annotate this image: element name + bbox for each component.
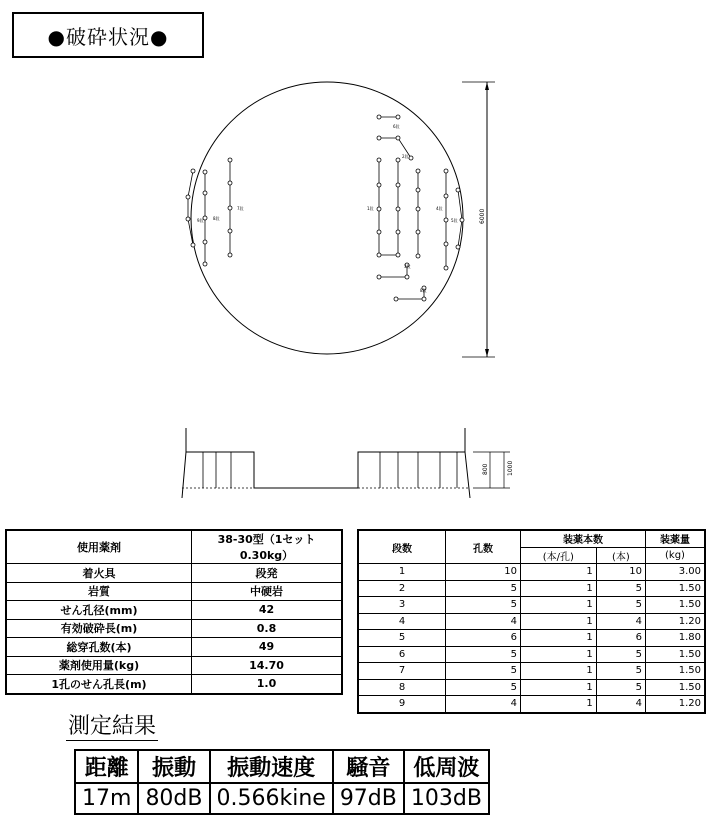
charge-kg: 1.20 (646, 613, 706, 630)
row-label: 3段 (404, 264, 411, 269)
width-dimension-label: 6000 (479, 208, 486, 224)
charge-per-hole: 1 (521, 646, 597, 663)
charge-kg: 1.80 (646, 630, 706, 647)
blast-hole (377, 230, 381, 234)
spec-key: 着火具 (6, 564, 192, 583)
charge-holes: 5 (446, 597, 521, 614)
spec-value: 49 (192, 638, 343, 657)
blast-hole (186, 195, 190, 199)
blast-hole (191, 243, 195, 247)
blast-hole (228, 229, 232, 233)
blast-hole (228, 206, 232, 210)
blast-hole (422, 297, 426, 301)
measurement-header: 振動速度 (210, 750, 333, 783)
charge-dan: 3 (358, 597, 446, 614)
charge-row (358, 630, 705, 647)
charge-per-hole: 1 (521, 630, 597, 647)
blast-hole (396, 207, 400, 211)
charge-row (358, 613, 705, 630)
measurement-value: 0.566kine (210, 783, 333, 814)
header-charge-count: 装薬本数 (521, 530, 646, 547)
blast-hole (377, 158, 381, 162)
spec-table (5, 529, 343, 695)
charge-per-hole: 1 (521, 679, 597, 696)
spec-value: 14.70 (192, 656, 343, 675)
charge-dan: 1 (358, 564, 446, 581)
spec-row (6, 601, 342, 620)
spec-value: 42 (192, 601, 343, 620)
blast-hole (396, 253, 400, 257)
charge-per-hole: 1 (521, 580, 597, 597)
blast-hole (203, 216, 207, 220)
spec-key: 薬剤使用量(kg) (6, 656, 192, 675)
header-unit: (kg) (646, 547, 706, 564)
measurement-value: 17m (75, 783, 138, 814)
charge-row (358, 564, 705, 581)
height-dimension-b: 1000 (507, 460, 514, 476)
height-dimension-a: 800 (482, 463, 489, 475)
rock-outline-circle (191, 82, 463, 354)
spec-row (6, 530, 342, 564)
spec-row (6, 582, 342, 601)
measurement-table (74, 749, 490, 815)
blast-hole (405, 275, 409, 279)
blast-hole (416, 254, 420, 258)
blast-hole (228, 253, 232, 257)
spec-value: 0.8 (192, 619, 343, 638)
header-count: (本) (596, 547, 645, 564)
measurement-header: 距離 (75, 750, 138, 783)
charge-per-hole: 1 (521, 613, 597, 630)
charge-count: 6 (596, 630, 645, 647)
header-charge-amount: 装薬量 (646, 530, 706, 547)
measurement-header: 騒音 (333, 750, 404, 783)
row-label: 8段 (420, 288, 427, 293)
spec-value: 中硬岩 (192, 582, 343, 601)
measurement-value: 103dB (404, 783, 489, 814)
charge-dan: 4 (358, 613, 446, 630)
section-view (182, 428, 510, 498)
blast-hole (377, 253, 381, 257)
charge-count: 5 (596, 646, 645, 663)
charge-dan: 2 (358, 580, 446, 597)
charge-dan: 9 (358, 696, 446, 713)
header-dan: 段数 (358, 530, 446, 564)
measurement-title: 測定結果 (66, 709, 158, 741)
spec-key: せん孔径(mm) (6, 601, 192, 620)
charge-row (358, 679, 705, 696)
charge-per-hole: 1 (521, 597, 597, 614)
charge-count: 10 (596, 564, 645, 581)
blast-hole (396, 115, 400, 119)
blast-hole (444, 169, 448, 173)
blast-hole (377, 275, 381, 279)
charge-row (358, 696, 705, 713)
spec-row (6, 638, 342, 657)
spec-value: 段発 (192, 564, 343, 583)
row-label: 9段 (197, 218, 204, 223)
blast-hole (396, 183, 400, 187)
charge-dan: 5 (358, 630, 446, 647)
row-label: 4段 (436, 206, 443, 211)
charge-dan: 6 (358, 646, 446, 663)
blast-hole (416, 207, 420, 211)
charge-holes: 5 (446, 580, 521, 597)
row-label: 8段 (213, 216, 220, 221)
charge-count: 5 (596, 663, 645, 680)
charge-kg: 1.50 (646, 679, 706, 696)
section-title: ●破砕状況● (12, 12, 204, 58)
charge-holes: 5 (446, 646, 521, 663)
row-label: 7段 (237, 206, 244, 211)
blast-hole (460, 218, 464, 222)
blast-hole (191, 169, 195, 173)
spec-row (6, 564, 342, 583)
charge-holes: 5 (446, 679, 521, 696)
charge-kg: 1.20 (646, 696, 706, 713)
charge-count: 5 (596, 580, 645, 597)
spec-row (6, 656, 342, 675)
spec-key: 岩質 (6, 582, 192, 601)
charge-row (358, 646, 705, 663)
charge-kg: 1.50 (646, 597, 706, 614)
blast-hole (394, 297, 398, 301)
blast-hole (377, 115, 381, 119)
blast-hole (456, 245, 460, 249)
measurement-header: 低周波 (404, 750, 489, 783)
measurement-value: 97dB (333, 783, 404, 814)
blast-hole (228, 181, 232, 185)
charge-count: 4 (596, 696, 645, 713)
charge-kg: 1.50 (646, 646, 706, 663)
charge-table (357, 529, 706, 714)
charge-dan: 8 (358, 679, 446, 696)
spec-row (6, 675, 342, 694)
blast-hole (444, 194, 448, 198)
blast-hole (228, 158, 232, 162)
charge-per-hole: 1 (521, 696, 597, 713)
row-label: 6段 (393, 124, 400, 129)
blast-hole (203, 262, 207, 266)
blast-hole (396, 230, 400, 234)
blast-hole (444, 218, 448, 222)
charge-holes: 6 (446, 630, 521, 647)
charge-holes: 10 (446, 564, 521, 581)
blast-hole (409, 156, 413, 160)
blast-hole (203, 191, 207, 195)
charge-per-hole: 1 (521, 564, 597, 581)
blast-hole (416, 169, 420, 173)
blast-hole (444, 266, 448, 270)
charge-count: 5 (596, 679, 645, 696)
row-label: 1段 (367, 206, 374, 211)
spec-key: 総穿孔数(本) (6, 638, 192, 657)
header-holes: 孔数 (446, 530, 521, 564)
charge-dan: 7 (358, 663, 446, 680)
measurement-header: 振動 (138, 750, 209, 783)
blast-hole (203, 240, 207, 244)
charge-holes: 4 (446, 696, 521, 713)
blast-hole (456, 188, 460, 192)
charge-row (358, 580, 705, 597)
charge-row (358, 663, 705, 680)
blast-hole (416, 230, 420, 234)
blast-hole (377, 136, 381, 140)
blast-hole (396, 136, 400, 140)
blast-hole (377, 183, 381, 187)
charge-holes: 5 (446, 663, 521, 680)
measurement-value: 80dB (138, 783, 209, 814)
charge-count: 4 (596, 613, 645, 630)
spec-value: 1.0 (192, 675, 343, 694)
spec-value: 38-30型（1セット 0.30kg） (192, 530, 343, 564)
blast-hole (203, 170, 207, 174)
blast-hole (396, 158, 400, 162)
blast-hole (186, 217, 190, 221)
row-label: 5段 (451, 218, 458, 223)
charge-row (358, 597, 705, 614)
charge-kg: 1.50 (646, 663, 706, 680)
charge-holes: 4 (446, 613, 521, 630)
spec-key: 使用薬剤 (6, 530, 192, 564)
charge-kg: 3.00 (646, 564, 706, 581)
charge-per-hole: 1 (521, 663, 597, 680)
charge-kg: 1.50 (646, 580, 706, 597)
spec-row (6, 619, 342, 638)
blast-hole (377, 207, 381, 211)
blast-hole (444, 242, 448, 246)
charge-count: 5 (596, 597, 645, 614)
spec-key: 有効破砕長(m) (6, 619, 192, 638)
row-label: 2段 (402, 154, 409, 159)
spec-key: 1孔のせん孔長(m) (6, 675, 192, 694)
blast-hole (416, 188, 420, 192)
header-per-hole: (本/孔) (521, 547, 597, 564)
